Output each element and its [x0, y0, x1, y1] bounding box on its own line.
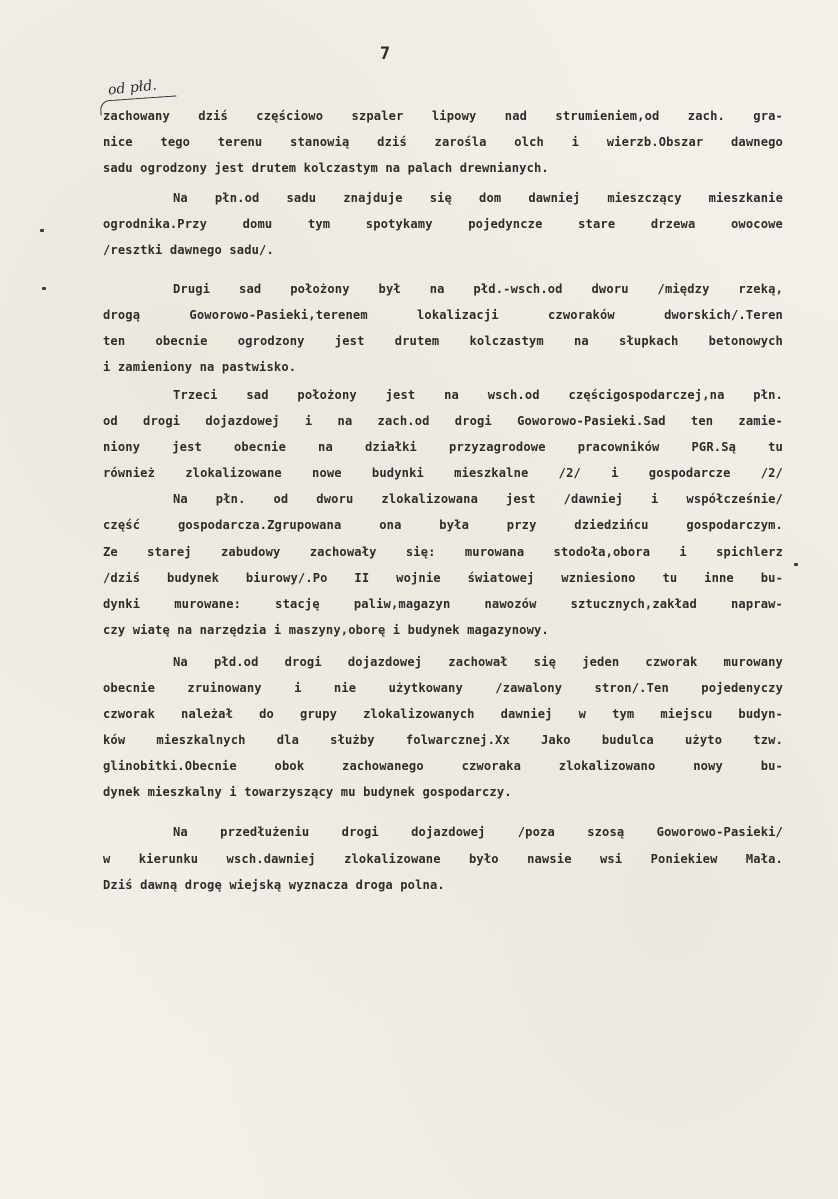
text-line: zachowany dziś częściowo szpaler lipowy nad strumieniem,od zach. gra-	[103, 109, 783, 123]
paragraph	[103, 382, 783, 486]
page-number: 7	[379, 44, 391, 64]
text-line: /resztki dawnego sadu/.	[103, 243, 274, 258]
text-line: dynki murowane: stację paliw,magazyn nawozów sztucznych,zakład napraw-	[103, 596, 783, 611]
text-line: sadu ogrodzony jest drutem kolczastym na palach drewnianych.	[103, 161, 549, 176]
text-line: ten obecnie ogrodzony jest drutem kolczastym na słupkach betonowych	[103, 333, 783, 348]
paragraph	[103, 103, 783, 181]
text-line: ków mieszkalnych dla służby folwarcznej.Xx Jako budulca użyto tzw.	[103, 733, 783, 748]
text-line: Na płn. od dworu zlokalizowana jest /dawniej i współcześnie/	[173, 492, 783, 507]
text-line: Ze starej zabudowy zachowały się: murowana stodoła,obora i spichlerz	[103, 544, 783, 559]
text-line: czworak należał do grupy zlokalizowanych dawniej w tym miejscu budyn-	[103, 707, 783, 722]
text-line: od drogi dojazdowej i na zach.od drogi Goworowo-Pasieki.Sad ten zamie-	[103, 414, 783, 429]
text-line: Na przedłużeniu drogi dojazdowej /poza szosą Goworowo-Pasieki/	[173, 825, 783, 840]
text-line: w kierunku wsch.dawniej zlokalizowane było nawsie wsi Poniekiew Mała.	[103, 851, 783, 866]
document-body	[103, 103, 783, 898]
paragraph	[103, 486, 783, 643]
margin-mark	[40, 229, 44, 232]
margin-mark	[794, 563, 798, 566]
text-line: również zlokalizowane nowe budynki mieszkalne /2/ i gospodarcze /2/	[103, 466, 783, 481]
text-line: dynek mieszkalny i towarzyszący mu budynek gospodarczy.	[103, 785, 512, 800]
margin-mark	[42, 287, 46, 290]
paragraph	[103, 185, 783, 263]
text-line: Na płd.od drogi dojazdowej zachował się jeden czworak murowany	[173, 654, 783, 669]
text-line: glinobitki.Obecnie obok zachowanego czworaka zlokalizowano nowy bu-	[103, 759, 783, 774]
text-line: niony jest obecnie na działki przyzagrodowe pracowników PGR.Są tu	[103, 440, 783, 455]
text-line: Drugi sad położony był na płd.-wsch.od dworu /między rzeką,	[173, 281, 783, 296]
text-line: i zamieniony na pastwisko.	[103, 359, 297, 374]
text-line: Na płn.od sadu znajduje się dom dawniej mieszczący mieszkanie	[173, 191, 783, 206]
paragraph	[103, 276, 783, 380]
text-line: nice tego terenu stanowią dziś zarośla olch i wierzb.Obszar dawnego	[103, 135, 783, 150]
text-line: Trzeci sad położony jest na wsch.od częścigospodarczej,na płn.	[173, 387, 783, 402]
text-line: drogą Goworowo-Pasieki,terenem lokalizacji czworaków dworskich/.Teren	[103, 307, 783, 322]
text-line: Dziś dawną drogę wiejską wyznacza droga polna.	[103, 877, 445, 892]
text-line: obecnie zruinowany i nie użytkowany /zawalony stron/.Ten pojedenyczy	[103, 680, 783, 695]
text-line: /dziś budynek biurowy/.Po II wojnie światowej wzniesiono tu inne bu-	[103, 570, 783, 585]
text-line: część gospodarcza.Zgrupowana ona była przy dziedzińcu gospodarczym.	[103, 518, 783, 533]
handwritten-annotation: od płd.	[107, 77, 158, 99]
paragraph	[103, 649, 783, 806]
paragraph	[103, 819, 783, 897]
text-line: ogrodnika.Przy domu tym spotykamy pojedyncze stare drzewa owocowe	[103, 217, 783, 232]
text-line: czy wiatę na narzędzia i maszyny,oborę i budynek magazynowy.	[103, 622, 549, 637]
